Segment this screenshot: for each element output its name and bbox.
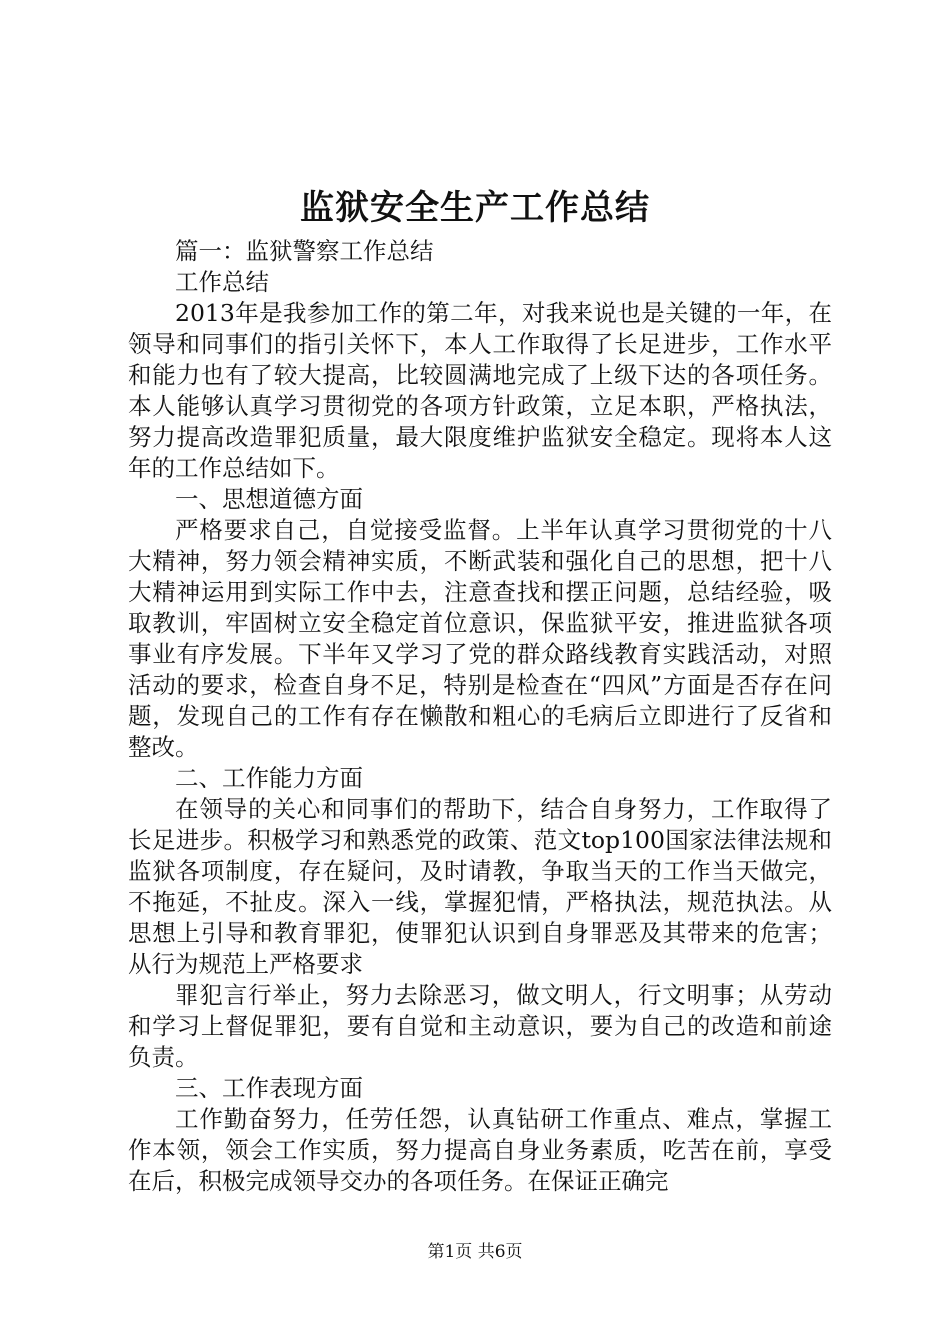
body-paragraph: 严格要求自己，自觉接受监督。上半年认真学习贯彻党的十八大精神，努力领会精神实质，不断武装和强化自己的思想，把十八大精神运用到实际工作中去，注意查找和摆正问题，总结经验，吸取教训，牢固树立安全稳定首位意识，保监狱平安，推进监狱各项事业有序发展。下半年又学习了党的群众路线教育实践活动，对照活动的要求，检查自身不足，特别是检查在“四风”方面是否存在问题，发现自己的工作有存在懒散和粗心的毛病后立即进行了反省和整改。 (128, 516, 832, 761)
section-heading: 三、工作表现方面 (175, 1074, 363, 1102)
document-title: 监狱安全生产工作总结 (300, 188, 650, 228)
body-paragraph: 工作勤奋努力，任劳任怨，认真钻研工作重点、难点，掌握工作本领，领会工作实质，努力提高自身业务素质，吃苦在前，享受在后，积极完成领导交办的各项任务。在保证正确完 (128, 1105, 832, 1195)
document-body (128, 236, 832, 1197)
page-number-footer: 第1页 共6页 (427, 1242, 523, 1262)
body-paragraph: 2013年是我参加工作的第二年，对我来说也是关键的一年，在领导和同事们的指引关怀下，本人工作取得了长足进步，工作水平和能力也有了较大提高，比较圆满地完成了上级下达的各项任务。本人能够认真学习贯彻党的各项方针政策，立足本职，严格执法，努力提高改造罪犯质量，最大限度维护监狱安全稳定。现将本人这年的工作总结如下。 (128, 299, 832, 482)
section-heading: 二、工作能力方面 (175, 764, 363, 792)
section-heading: 一、思想道德方面 (175, 485, 363, 513)
section-heading: 篇一：监狱警察工作总结 (175, 237, 434, 265)
body-paragraph: 在领导的关心和同事们的帮助下，结合自身努力，工作取得了长足进步。积极学习和熟悉党的政策、范文top100国家法律法规和监狱各项制度，存在疑问，及时请教，争取当天的工作当天做完，不拖延，不扯皮。深入一线，掌握犯情，严格执法，规范执法。从思想上引导和教育罪犯，使罪犯认识到自身罪恶及其带来的危害；从行为规范上严格要求 (128, 795, 832, 978)
section-heading: 工作总结 (175, 268, 269, 296)
body-paragraph: 罪犯言行举止，努力去除恶习，做文明人，行文明事；从劳动和学习上督促罪犯，要有自觉和主动意识，要为自己的改造和前途负责。 (128, 981, 832, 1071)
